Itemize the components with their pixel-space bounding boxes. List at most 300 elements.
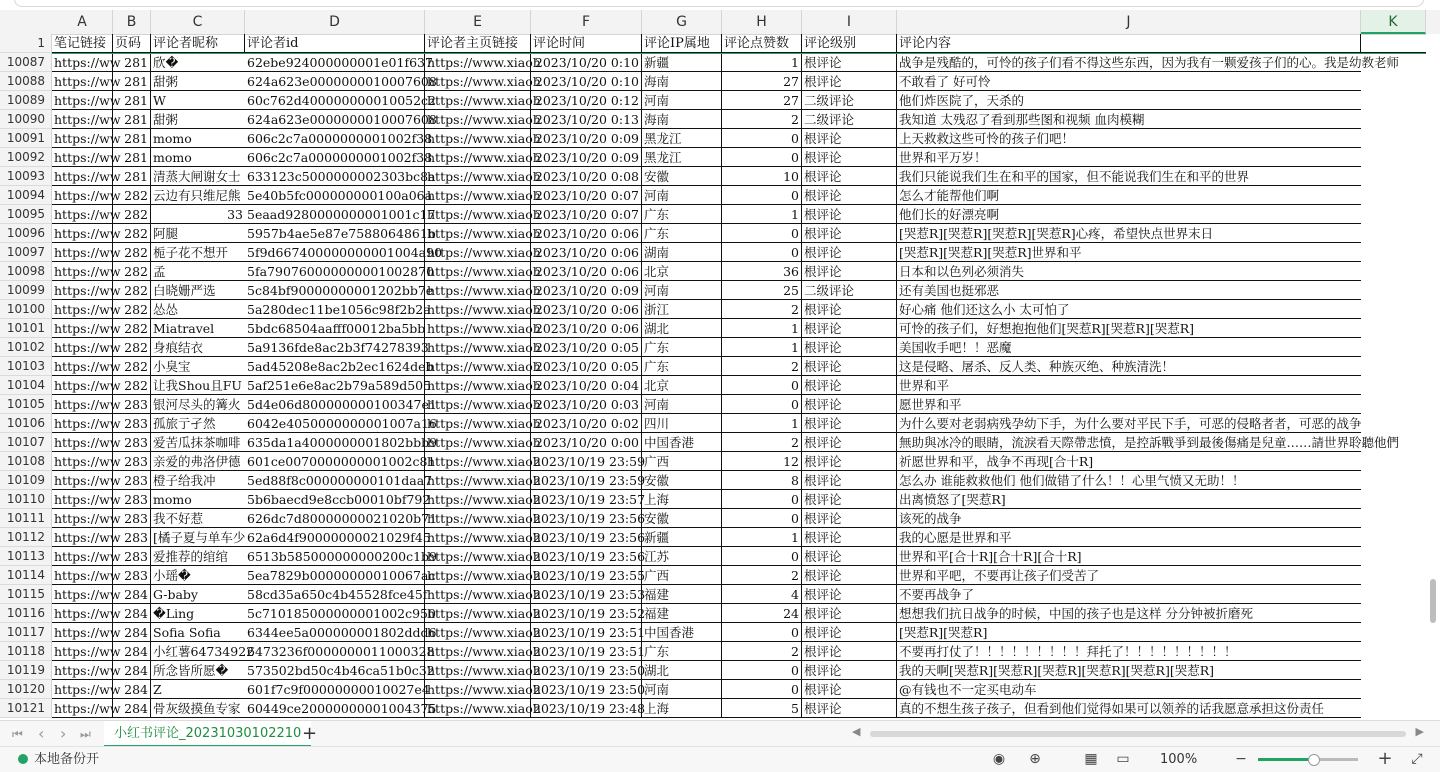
cell-d[interactable]: 635da1a4000000001802bbb9 [247,435,438,450]
cell-b[interactable]: 282 [113,338,151,357]
cell-f[interactable]: 2023/10/20 0:06 [531,319,642,338]
cell-d[interactable]: 624a623e0000000010007608 [247,74,437,89]
cell-a[interactable]: https://ww [54,530,121,545]
cell-e[interactable]: https://www.xiaoh [427,663,541,678]
cell-g[interactable]: 河南 [642,91,722,110]
cell-e[interactable]: https://www.xiaoh [427,644,541,659]
row-number[interactable]: 10106 [0,414,52,433]
cell-d[interactable]: 6344ee5a000000001802ddd6 [247,625,437,640]
cell-h[interactable]: 0 [722,680,802,699]
cell-j[interactable]: 不要再打仗了！！！！！！！！！拜托了！！！！！！！！！ [897,642,1361,661]
cell-j[interactable]: 祈愿世界和平，战争不再现[合十R] [897,452,1361,471]
cell-j[interactable]: 这是侵略、屠杀、反人类、种族灭绝、种族清洗！ [897,357,1361,376]
cell-k[interactable] [1361,414,1426,433]
cell-k[interactable] [1361,471,1426,490]
zoom-level[interactable]: 100% [1160,752,1198,767]
cell-a[interactable]: https://ww [54,663,121,678]
cell-i[interactable]: 二级评论 [802,281,897,300]
cell-k[interactable] [1361,528,1426,547]
cell-c[interactable]: �Ling [151,604,245,623]
cell-e[interactable]: https://www.xiaoh [427,74,541,89]
cell-d[interactable]: 5bdc68504aafff00012ba5bb [247,321,426,336]
cell-d[interactable]: 606c2c7a0000000001002f38 [247,150,433,165]
cell-g[interactable]: 广西 [642,566,722,585]
cell-h[interactable]: 5 [722,699,802,718]
cell-f[interactable]: 2023/10/19 23:55 [533,568,646,583]
cell-k[interactable] [1361,680,1426,699]
cell-b[interactable]: 283 [113,490,151,509]
cell-j[interactable]: 世界和平 [897,376,1361,395]
cell-j[interactable]: 该死的战争 [897,509,1361,528]
cell-g[interactable]: 海南 [642,72,722,91]
cell-g[interactable]: 河南 [642,281,722,300]
cell-b[interactable]: 页码 [113,34,151,53]
cell-c[interactable]: 骨灰级摸鱼专家 [151,699,245,718]
cell-j[interactable]: 评论内容 [897,34,1361,53]
row-number[interactable]: 10110 [0,490,52,509]
cell-h[interactable]: 1 [722,205,802,224]
cell-i[interactable]: 根评论 [802,129,897,148]
cell-d[interactable]: 606c2c7a0000000001002f38 [247,131,433,146]
cell-e[interactable]: https://www.xiaoh [427,245,541,260]
cell-f[interactable]: 2023/10/19 23:56 [533,530,646,545]
row-number[interactable]: 10116 [0,604,52,623]
cell-i[interactable]: 根评论 [802,186,897,205]
cell-d[interactable]: 5eaad9280000000001001c17 [247,207,436,222]
cell-f[interactable]: 2023/10/20 0:04 [531,376,642,395]
cell-d[interactable]: 601f7c9f00000000010027e4 [247,682,430,697]
vertical-scrollbar[interactable] [1426,34,1440,720]
cell-i[interactable]: 二级评论 [802,91,897,110]
cell-c[interactable]: 爱推荐的绾绾 [151,547,245,566]
cell-h[interactable]: 2 [722,110,802,129]
fullscreen-icon[interactable]: ⤢ [1411,751,1423,767]
cell-g[interactable]: 广东 [642,357,722,376]
cell-b[interactable]: 282 [113,243,151,262]
cell-f[interactable]: 2023/10/20 0:09 [531,281,642,300]
cell-a[interactable]: https://ww [54,644,121,659]
cell-c[interactable]: 让我Shou且FU [151,376,245,395]
cell-j[interactable]: @有钱也不一定买电动车 [897,680,1361,699]
cell-c[interactable]: momo [151,148,245,167]
cell-i[interactable]: 根评论 [802,661,897,680]
row-number[interactable]: 1 [0,34,52,53]
cell-c[interactable]: [橘子夏与单车少 [153,530,246,545]
cell-g[interactable]: 福建 [642,585,722,604]
cell-j[interactable]: 我的心愿是世界和平 [897,528,1361,547]
cell-k[interactable] [1361,186,1426,205]
cell-c[interactable]: 欣� [151,53,245,72]
cell-j[interactable]: 为什么要对老弱病残孕幼下手，为什么要对平民下手，可恶的侵略者者，可恶的战争 [899,416,1362,431]
cell-c[interactable]: Sofia Sofia [151,623,245,642]
cell-c[interactable]: W [151,91,245,110]
cell-h[interactable]: 0 [722,547,802,566]
cell-g[interactable]: 广东 [642,224,722,243]
cell-i[interactable]: 根评论 [802,148,897,167]
row-number[interactable]: 10100 [0,300,52,319]
cell-i[interactable]: 根评论 [802,585,897,604]
horizontal-scroll-thumb[interactable] [870,731,1406,737]
cell-c[interactable]: Miatravel [151,319,245,338]
cell-c[interactable]: 小臭宝 [151,357,245,376]
zoom-slider-knob[interactable] [1308,754,1320,766]
row-number[interactable]: 10102 [0,338,52,357]
cell-h[interactable]: 0 [722,129,802,148]
cell-i[interactable]: 根评论 [802,205,897,224]
cell-f[interactable]: 2023/10/20 0:06 [531,300,642,319]
cell-h[interactable]: 0 [722,186,802,205]
cell-k[interactable] [1361,661,1426,680]
zoom-slider[interactable] [1258,758,1358,761]
cell-f[interactable]: 2023/10/19 23:50 [533,682,646,697]
cell-h[interactable]: 27 [722,72,802,91]
cell-h[interactable]: 2 [722,642,802,661]
cell-i[interactable]: 根评论 [802,262,897,281]
cell-k[interactable] [1361,490,1426,509]
cell-g[interactable]: 四川 [642,414,722,433]
cell-c[interactable]: momo [151,129,245,148]
cell-h[interactable]: 2 [722,357,802,376]
cell-g[interactable]: 北京 [642,376,722,395]
cell-e[interactable]: https://www.xiaoh [427,511,541,526]
cell-c[interactable]: G-baby [151,585,245,604]
cell-i[interactable]: 根评论 [802,433,897,452]
cell-a[interactable]: https://ww [54,188,121,203]
cell-f[interactable]: 2023/10/19 23:57 [533,492,646,507]
cell-b[interactable]: 282 [113,186,151,205]
cell-d[interactable]: 6513b585000000000200c1b9 [247,549,438,564]
local-backup-status[interactable]: 本地备份开 [18,747,99,772]
cell-h[interactable]: 25 [722,281,802,300]
cell-c[interactable]: 甜粥 [151,72,245,91]
cell-h[interactable]: 0 [722,224,802,243]
cell-k[interactable] [1361,566,1426,585]
cell-j[interactable]: 世界和平吧，不要再让孩子们受苦了 [897,566,1361,585]
cell-j[interactable]: 我的天啊[哭惹R][哭惹R][哭惹R][哭惹R][哭惹R][哭惹R] [897,661,1361,680]
cell-f[interactable]: 2023/10/20 0:07 [531,205,642,224]
cell-g[interactable]: 广东 [642,205,722,224]
row-number[interactable]: 10103 [0,357,52,376]
row-number[interactable]: 10112 [0,528,52,547]
cell-i[interactable]: 根评论 [802,642,897,661]
cell-g[interactable]: 黑龙江 [642,129,722,148]
cell-d[interactable]: 60c762d400000000010052c2 [247,93,437,108]
cell-i[interactable]: 根评论 [802,528,897,547]
cell-h[interactable]: 0 [722,490,802,509]
cell-a[interactable]: https://ww [54,511,121,526]
cell-j[interactable]: 日本和以色列必须消失 [897,262,1361,281]
cell-c[interactable]: 孤旅亍孑然 [151,414,245,433]
row-number[interactable]: 10093 [0,167,52,186]
cell-a[interactable]: https://ww [54,264,121,279]
cell-f[interactable]: 2023/10/20 0:09 [531,148,642,167]
cell-i[interactable]: 根评论 [802,357,897,376]
cell-e[interactable]: https://www.xiaoh [427,150,541,165]
cell-k[interactable] [1361,167,1426,186]
cell-f[interactable]: 2023/10/19 23:51 [533,644,646,659]
cell-d[interactable]: 601ce0070000000001002c81 [247,454,436,469]
row-number[interactable]: 10111 [0,509,52,528]
cell-k[interactable] [1361,376,1426,395]
cell-j[interactable]: 可怜的孩子们，好想抱抱他们[哭惹R][哭惹R][哭惹R] [897,319,1361,338]
cell-e[interactable]: https://www.xiaoh [427,625,541,640]
row-number[interactable]: 10107 [0,433,52,452]
cell-e[interactable]: https://www.xiaoh [427,112,541,127]
cell-h[interactable]: 8 [722,471,802,490]
cell-a[interactable]: https://ww [54,207,121,222]
cell-k[interactable] [1361,357,1426,376]
cell-c[interactable]: 栀子花不想开 [151,243,245,262]
row-number[interactable]: 10104 [0,376,52,395]
cell-b[interactable]: 282 [113,319,151,338]
cell-g[interactable]: 上海 [642,490,722,509]
cell-b[interactable]: 282 [113,224,151,243]
cell-f[interactable]: 2023/10/20 0:02 [531,414,642,433]
cell-e[interactable]: https://www.xiaoh [427,606,541,621]
cell-h[interactable]: 1 [722,414,802,433]
cell-i[interactable]: 根评论 [802,490,897,509]
column-header-i[interactable]: I [802,10,897,34]
horizontal-scrollbar[interactable] [848,727,1424,741]
cell-h[interactable]: 0 [722,148,802,167]
cell-g[interactable]: 河南 [642,680,722,699]
cell-f[interactable]: 2023/10/20 0:09 [531,129,642,148]
cell-h[interactable]: 2 [722,433,802,452]
cell-f[interactable]: 2023/10/19 23:56 [533,549,646,564]
cell-j[interactable]: 無助與冰冷的眼睛，流淚看天際帶悲憤，是控訴戰爭到最後傷痛是兒童……請世界聆聽他們 [899,435,1400,450]
cell-i[interactable]: 根评论 [802,509,897,528]
cell-f[interactable]: 2023/10/20 0:10 [531,72,642,91]
cell-g[interactable]: 福建 [642,604,722,623]
cell-b[interactable]: 282 [113,376,151,395]
cell-c[interactable]: 小红薯64734922 [153,644,255,659]
cell-j[interactable]: 世界和平万岁！ [897,148,1361,167]
cell-k[interactable] [1361,395,1426,414]
cell-i[interactable]: 根评论 [802,566,897,585]
cell-j[interactable]: 愿世界和平 [897,395,1361,414]
cell-i[interactable]: 根评论 [802,224,897,243]
cell-h[interactable]: 1 [722,319,802,338]
cell-d[interactable]: 5fa790760000000001002870 [247,264,435,279]
row-number[interactable]: 10121 [0,699,52,718]
cell-d[interactable]: 5a280dec11be1056c98f2b2a [247,302,431,317]
cell-b[interactable]: 281 [113,148,151,167]
cell-g[interactable]: 新疆 [642,53,722,72]
row-number[interactable]: 10095 [0,205,52,224]
cell-k[interactable] [1361,585,1426,604]
column-header-a[interactable]: A [52,10,113,34]
add-sheet-button[interactable]: + [302,723,318,744]
cell-c[interactable]: 怂怂 [151,300,245,319]
cell-e[interactable]: https://www.xiaoh [427,473,541,488]
cell-k[interactable] [1361,34,1426,53]
cell-i[interactable]: 根评论 [802,604,897,623]
cell-a[interactable]: 笔记链接 [52,34,113,53]
cell-d[interactable]: 5ed88f8c000000000101daa7 [247,473,433,488]
cell-d[interactable]: 5ad45208e8ac2b2ec1624deb [247,359,434,374]
cell-f[interactable]: 2023/10/20 0:00 [531,433,642,452]
cell-h[interactable]: 4 [722,585,802,604]
cell-h[interactable]: 2 [722,300,802,319]
zoom-in-button[interactable]: + [1377,748,1393,769]
row-number[interactable]: 10109 [0,471,52,490]
cell-b[interactable]: 284 [113,585,151,604]
cell-k[interactable] [1361,547,1426,566]
cell-e[interactable]: https://www.xiaoh [427,701,541,716]
cell-a[interactable]: https://ww [54,169,121,184]
cell-i[interactable]: 根评论 [802,376,897,395]
cell-d[interactable]: 5957b4ae5e87e7588064861b [247,226,436,241]
row-number[interactable]: 10088 [0,72,52,91]
column-header-h[interactable]: H [722,10,802,34]
cell-e[interactable]: https://www.xiaoh [427,568,541,583]
cell-j[interactable]: 怎么办 谁能救救他们 他们做错了什么！！心里气愤又无助！！ [897,471,1361,490]
cell-e[interactable]: https://www.xiaoh [427,549,541,564]
cell-j[interactable]: 我知道 太残忍了看到那些图和视频 血肉模糊 [897,110,1361,129]
row-number[interactable]: 10118 [0,642,52,661]
cell-g[interactable]: 江苏 [642,547,722,566]
eye-protection-icon[interactable]: ◉ [992,751,1006,767]
cell-k[interactable] [1361,110,1426,129]
row-number[interactable]: 10091 [0,129,52,148]
cell-g[interactable]: 黑龙江 [642,148,722,167]
cell-k[interactable] [1361,205,1426,224]
cell-a[interactable]: https://ww [54,150,121,165]
cell-h[interactable]: 24 [722,604,802,623]
cell-a[interactable]: https://ww [54,226,121,241]
cell-a[interactable]: https://ww [54,74,121,89]
cell-b[interactable]: 284 [113,680,151,699]
cell-e[interactable]: https://www.xiaoh [427,378,541,393]
cell-g[interactable]: 安徽 [642,167,722,186]
cell-k[interactable] [1361,623,1426,642]
cell-k[interactable] [1361,300,1426,319]
cell-d[interactable]: 5c710185000000001002c950 [247,606,436,621]
cell-h[interactable]: 0 [722,243,802,262]
cell-d[interactable]: 5b6baecd9e8ccb00010bf792 [247,492,431,507]
cell-a[interactable]: https://ww [54,435,121,450]
column-header-e[interactable]: E [425,10,531,34]
cell-k[interactable] [1361,338,1426,357]
cell-f[interactable]: 2023/10/19 23:48 [533,701,646,716]
cell-i[interactable]: 根评论 [802,414,897,433]
cell-f[interactable]: 2023/10/20 0:12 [531,91,642,110]
cell-a[interactable]: https://ww [54,416,121,431]
cell-d[interactable]: 5ea7829b00000000010067ac [247,568,436,583]
cell-d[interactable]: 评论者id [245,34,425,53]
cell-j[interactable]: 不要再战争了 [897,585,1361,604]
cell-a[interactable]: https://ww [54,701,121,716]
cell-d[interactable]: 633123c5000000002303bc8a [247,169,436,184]
cell-a[interactable]: https://ww [54,625,121,640]
cell-a[interactable]: https://ww [54,340,121,355]
cell-e[interactable]: https://www.xiaoh [427,416,541,431]
cell-c[interactable]: 甜粥 [151,110,245,129]
cell-j[interactable]: [哭惹R][哭惹R][哭惹R]世界和平 [897,243,1361,262]
cell-e[interactable]: https://www.xiaoh [427,397,541,412]
cell-a[interactable]: https://ww [54,397,121,412]
cell-f[interactable]: 2023/10/20 0:07 [531,186,642,205]
cell-a[interactable]: https://ww [54,492,121,507]
cell-c[interactable]: 银河尽头的篝火 [151,395,245,414]
cell-a[interactable]: https://ww [54,93,121,108]
cell-f[interactable]: 2023/10/20 0:08 [531,167,642,186]
cell-k[interactable] [1361,91,1426,110]
cell-b[interactable]: 283 [113,452,151,471]
column-header-d[interactable]: D [245,10,425,34]
cell-d[interactable]: 5d4e06d800000000100347e1 [247,397,437,412]
cell-c[interactable]: 孟 [151,262,245,281]
cell-g[interactable]: 海南 [642,110,722,129]
cell-j[interactable]: 他们长的好漂亮啊 [897,205,1361,224]
row-number[interactable]: 10092 [0,148,52,167]
cell-j[interactable]: [哭惹R][哭惹R] [897,623,1361,642]
cell-g[interactable]: 湖南 [642,243,722,262]
cell-d[interactable]: 626dc7d80000000021020b71 [247,511,438,526]
cell-b[interactable]: 284 [113,642,151,661]
cell-e[interactable]: https://www.xiaoh [427,492,541,507]
column-header-g[interactable]: G [642,10,722,34]
cell-j[interactable]: 出离愤怒了[哭惹R] [897,490,1361,509]
scroll-left-icon[interactable]: ◀ [852,725,861,738]
cell-i[interactable]: 根评论 [802,699,897,718]
row-number[interactable]: 10096 [0,224,52,243]
cell-i[interactable]: 根评论 [802,471,897,490]
cell-g[interactable]: 中国香港 [642,623,722,642]
cell-f[interactable]: 2023/10/20 0:06 [531,262,642,281]
cell-g[interactable]: 浙江 [642,300,722,319]
cell-b[interactable]: 283 [113,566,151,585]
cell-h[interactable]: 2 [722,566,802,585]
cell-i[interactable]: 根评论 [802,623,897,642]
row-number[interactable]: 10090 [0,110,52,129]
cell-e[interactable]: https://www.xiaoh [427,169,541,184]
cell-d[interactable]: 573502bd50c4b46ca51b0c32 [247,663,435,678]
column-header-k[interactable]: K [1361,10,1426,34]
cell-d[interactable]: 5a9136fde8ac2b3f74278393 [247,340,429,355]
row-number[interactable]: 10089 [0,91,52,110]
cell-h[interactable]: 0 [722,376,802,395]
cell-g[interactable]: 湖北 [642,661,722,680]
cell-f[interactable]: 2023/10/20 0:05 [531,357,642,376]
cell-e[interactable]: https://www.xiaoh [427,530,541,545]
row-number[interactable]: 10105 [0,395,52,414]
cell-d[interactable]: 624a623e0000000010007608 [247,112,437,127]
cell-c[interactable]: 我不好惹 [151,509,245,528]
cell-f[interactable]: 2023/10/19 23:51 [533,625,646,640]
cell-c[interactable]: 白晓姗严选 [151,281,245,300]
cell-g[interactable]: 河南 [642,395,722,414]
cell-j[interactable]: 世界和平[合十R][合十R][合十R] [897,547,1361,566]
cell-j[interactable]: 上天救救这些可怜的孩子们吧！ [897,129,1361,148]
cell-c[interactable]: 清蒸大闸谢女士 [151,167,245,186]
cell-f[interactable]: 2023/10/20 0:03 [531,395,642,414]
cell-k[interactable] [1361,642,1426,661]
cell-k[interactable] [1361,319,1426,338]
cell-b[interactable]: 283 [113,433,151,452]
cell-b[interactable]: 282 [113,281,151,300]
cell-c[interactable]: 33 [151,205,245,224]
sheet-grid[interactable] [0,34,1440,720]
cell-b[interactable]: 281 [113,129,151,148]
cell-f[interactable]: 2023/10/20 0:05 [531,338,642,357]
cell-e[interactable]: https://www.xiaoh [427,264,541,279]
cell-g[interactable]: 上海 [642,699,722,718]
cell-g[interactable]: 中国香港 [642,433,722,452]
cell-h[interactable]: 1 [722,338,802,357]
cell-h[interactable]: 0 [722,661,802,680]
cell-i[interactable]: 根评论 [802,300,897,319]
